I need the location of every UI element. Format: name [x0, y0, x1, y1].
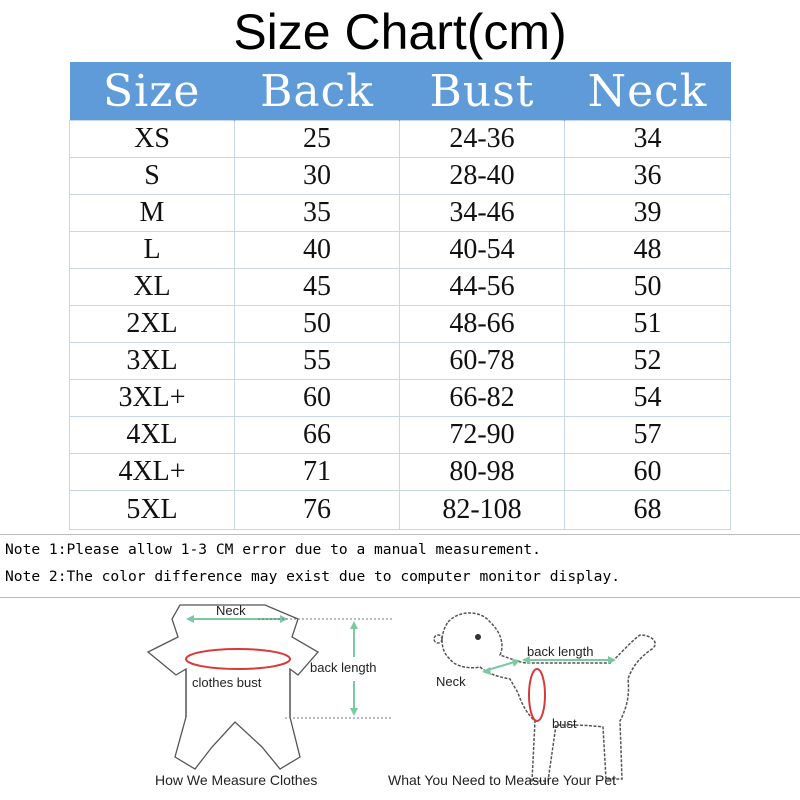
table-row [70, 380, 731, 417]
cell-neck: 68 [565, 491, 731, 530]
cell-bust: 48-66 [400, 306, 565, 343]
cell-size: M [70, 195, 235, 232]
cell-size: 3XL+ [70, 380, 235, 417]
table-row [70, 195, 731, 232]
cell-back: 76 [235, 491, 400, 530]
dog-eye-icon [475, 634, 481, 640]
cell-neck: 48 [565, 232, 731, 269]
cell-neck: 54 [565, 380, 731, 417]
cell-size: XS [70, 121, 235, 158]
cell-bust: 28-40 [400, 158, 565, 195]
cell-neck: 52 [565, 343, 731, 380]
table-row [70, 454, 731, 491]
cell-back: 45 [235, 269, 400, 306]
cell-size: S [70, 158, 235, 195]
clothes-caption: How We Measure Clothes [155, 772, 318, 788]
pet-bust-label: bust [552, 716, 577, 731]
pet-neck-label: Neck [436, 674, 466, 689]
table-row [70, 306, 731, 343]
table-row [70, 491, 731, 530]
table-row [70, 269, 731, 306]
cell-back: 35 [235, 195, 400, 232]
size-chart-table [69, 62, 731, 530]
table-row [70, 232, 731, 269]
cell-size: 4XL+ [70, 454, 235, 491]
cell-neck: 34 [565, 121, 731, 158]
cell-neck: 36 [565, 158, 731, 195]
table-row [70, 121, 731, 158]
cell-back: 66 [235, 417, 400, 454]
table-row [70, 158, 731, 195]
clothes-bust-label: clothes bust [192, 675, 262, 690]
cell-size: 5XL [70, 491, 235, 530]
cell-back: 50 [235, 306, 400, 343]
cell-back: 40 [235, 232, 400, 269]
table-header-row [70, 62, 731, 121]
cell-neck: 50 [565, 269, 731, 306]
cell-neck: 57 [565, 417, 731, 454]
cell-bust: 82-108 [400, 491, 565, 530]
cell-neck: 51 [565, 306, 731, 343]
cell-size: 3XL [70, 343, 235, 380]
header-bust: Bust [400, 62, 565, 121]
cell-neck: 39 [565, 195, 731, 232]
cell-size: 2XL [70, 306, 235, 343]
cell-size: XL [70, 269, 235, 306]
cell-size: L [70, 232, 235, 269]
header-size: Size [70, 62, 235, 121]
cell-bust: 72-90 [400, 417, 565, 454]
table-row [70, 343, 731, 380]
cell-size: 4XL [70, 417, 235, 454]
cell-bust: 80-98 [400, 454, 565, 491]
cell-back: 71 [235, 454, 400, 491]
cell-back: 30 [235, 158, 400, 195]
header-neck: Neck [565, 62, 731, 121]
note-1: Note 1:Please allow 1-3 CM error due to a manual measurement. [5, 541, 541, 558]
cell-neck: 60 [565, 454, 731, 491]
cell-bust: 34-46 [400, 195, 565, 232]
cell-bust: 24-36 [400, 121, 565, 158]
pet-back-length-label: back length [527, 644, 594, 659]
cell-back: 55 [235, 343, 400, 380]
cell-back: 60 [235, 380, 400, 417]
clothes-back-length-label: back length [310, 660, 377, 675]
cell-bust: 60-78 [400, 343, 565, 380]
notes-box [0, 534, 800, 598]
clothes-neck-label: Neck [216, 603, 246, 618]
cell-bust: 44-56 [400, 269, 565, 306]
measurement-figure [0, 597, 800, 800]
cell-bust: 40-54 [400, 232, 565, 269]
cell-bust: 66-82 [400, 380, 565, 417]
note-2: Note 2:The color difference may exist due to computer monitor display. [5, 568, 621, 585]
table-row [70, 417, 731, 454]
page-title: Size Chart(cm) [233, 4, 567, 60]
pet-caption: What You Need to Measure Your Pet [388, 772, 617, 788]
header-back: Back [235, 62, 400, 121]
cell-back: 25 [235, 121, 400, 158]
measurement-illustration [0, 597, 800, 800]
